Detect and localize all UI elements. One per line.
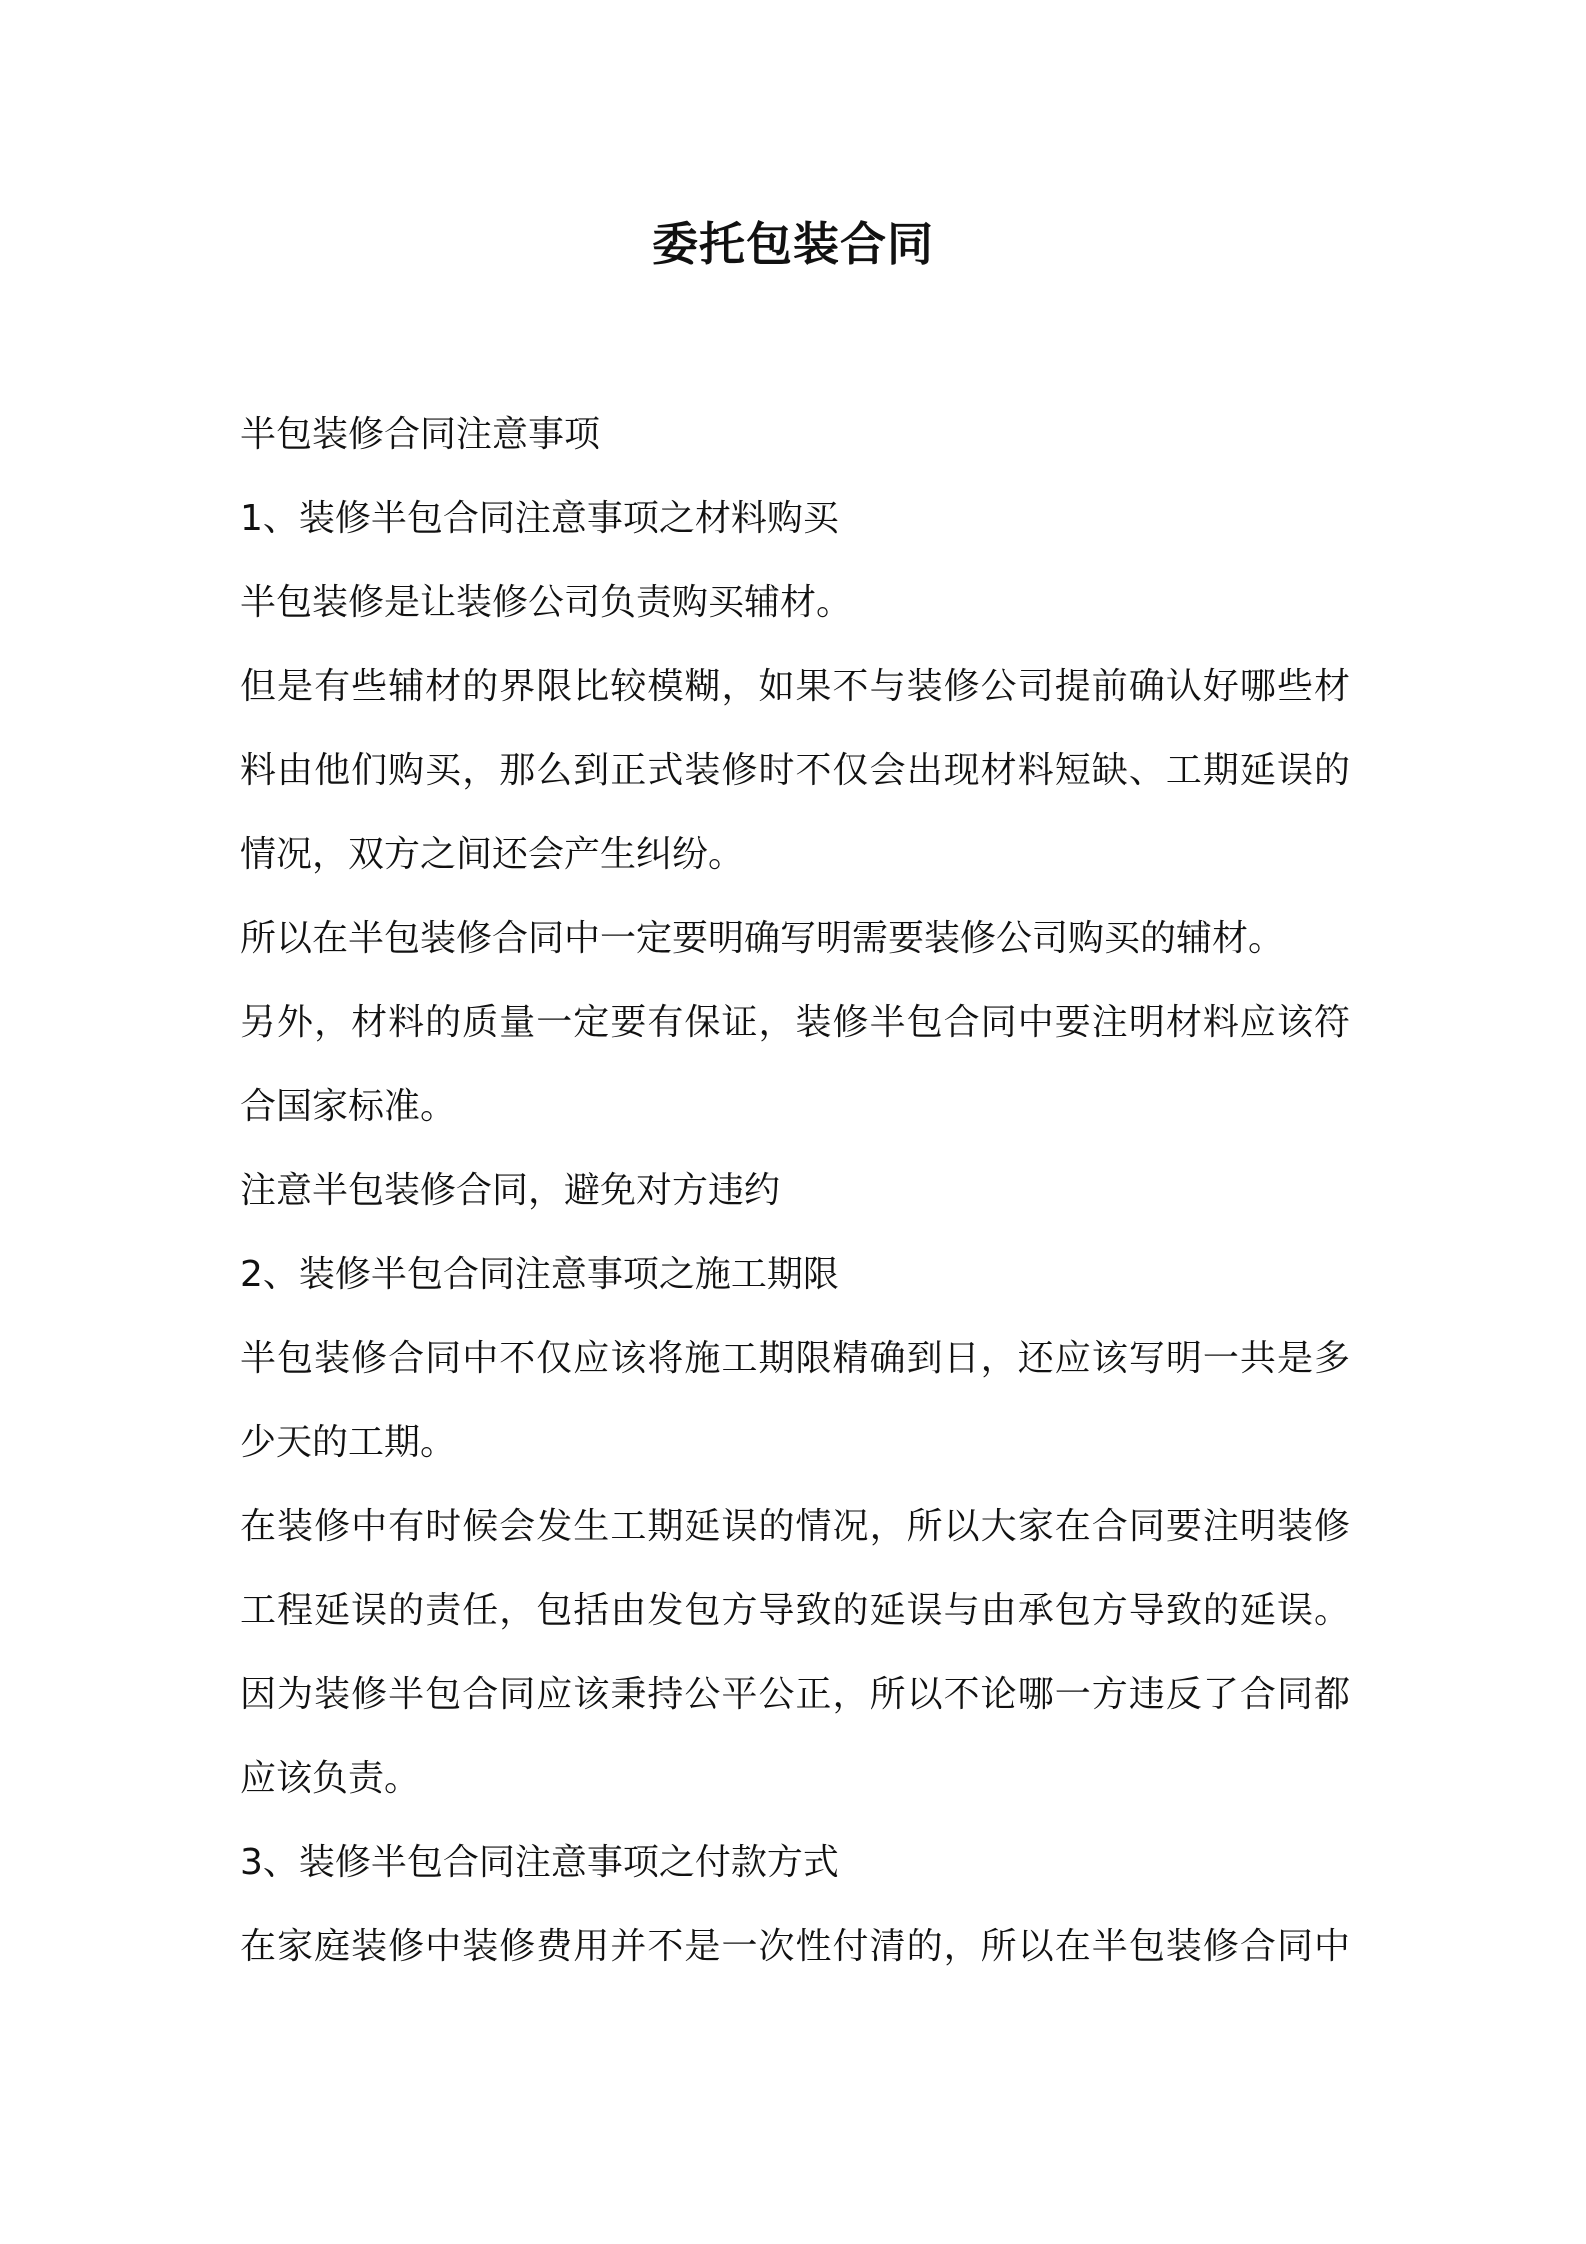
numbered-heading: 2、装修半包合同注意事项之施工期限 xyxy=(240,1254,839,1295)
numbered-heading: 3、装修半包合同注意事项之付款方式 xyxy=(240,1842,839,1883)
paragraph-line: 在装修中有时候会发生工期延误的情况，所以大家在合同要注明装修 xyxy=(240,1506,1350,1547)
paragraph-line: 所以在半包装修合同中一定要明确写明需要装修公司购买的辅材。 xyxy=(240,918,1285,959)
paragraph-line: 少天的工期。 xyxy=(240,1422,457,1463)
paragraph-line: 应该负责。 xyxy=(240,1758,421,1799)
paragraph-line: 在家庭装修中装修费用并不是一次性付清的，所以在半包装修合同中 xyxy=(240,1926,1350,1967)
numbered-heading: 1、装修半包合同注意事项之材料购买 xyxy=(240,498,839,539)
paragraph-line: 半包装修合同中不仅应该将施工期限精确到日，还应该写明一共是多 xyxy=(240,1338,1350,1379)
paragraph-line: 料由他们购买，那么到正式装修时不仅会出现材料短缺、工期延误的 xyxy=(240,750,1350,791)
paragraph-line: 另外，材料的质量一定要有保证，装修半包合同中要注明材料应该符 xyxy=(240,1002,1350,1043)
section-heading: 注意半包装修合同，避免对方违约 xyxy=(240,1170,781,1211)
paragraph-line: 但是有些辅材的界限比较模糊，如果不与装修公司提前确认好哪些材 xyxy=(240,666,1350,707)
paragraph-line: 因为装修半包合同应该秉持公平公正，所以不论哪一方违反了合同都 xyxy=(240,1674,1350,1715)
document-title: 委托包装合同 xyxy=(652,217,934,271)
paragraph-line: 工程延误的责任，包括由发包方导致的延误与由承包方导致的延误。 xyxy=(240,1590,1350,1631)
paragraph-line: 情况，双方之间还会产生纠纷。 xyxy=(240,834,745,875)
paragraph-line: 合国家标准。 xyxy=(240,1086,457,1127)
paragraph-line: 半包装修是让装修公司负责购买辅材。 xyxy=(240,582,853,623)
section-heading: 半包装修合同注意事项 xyxy=(240,414,601,455)
